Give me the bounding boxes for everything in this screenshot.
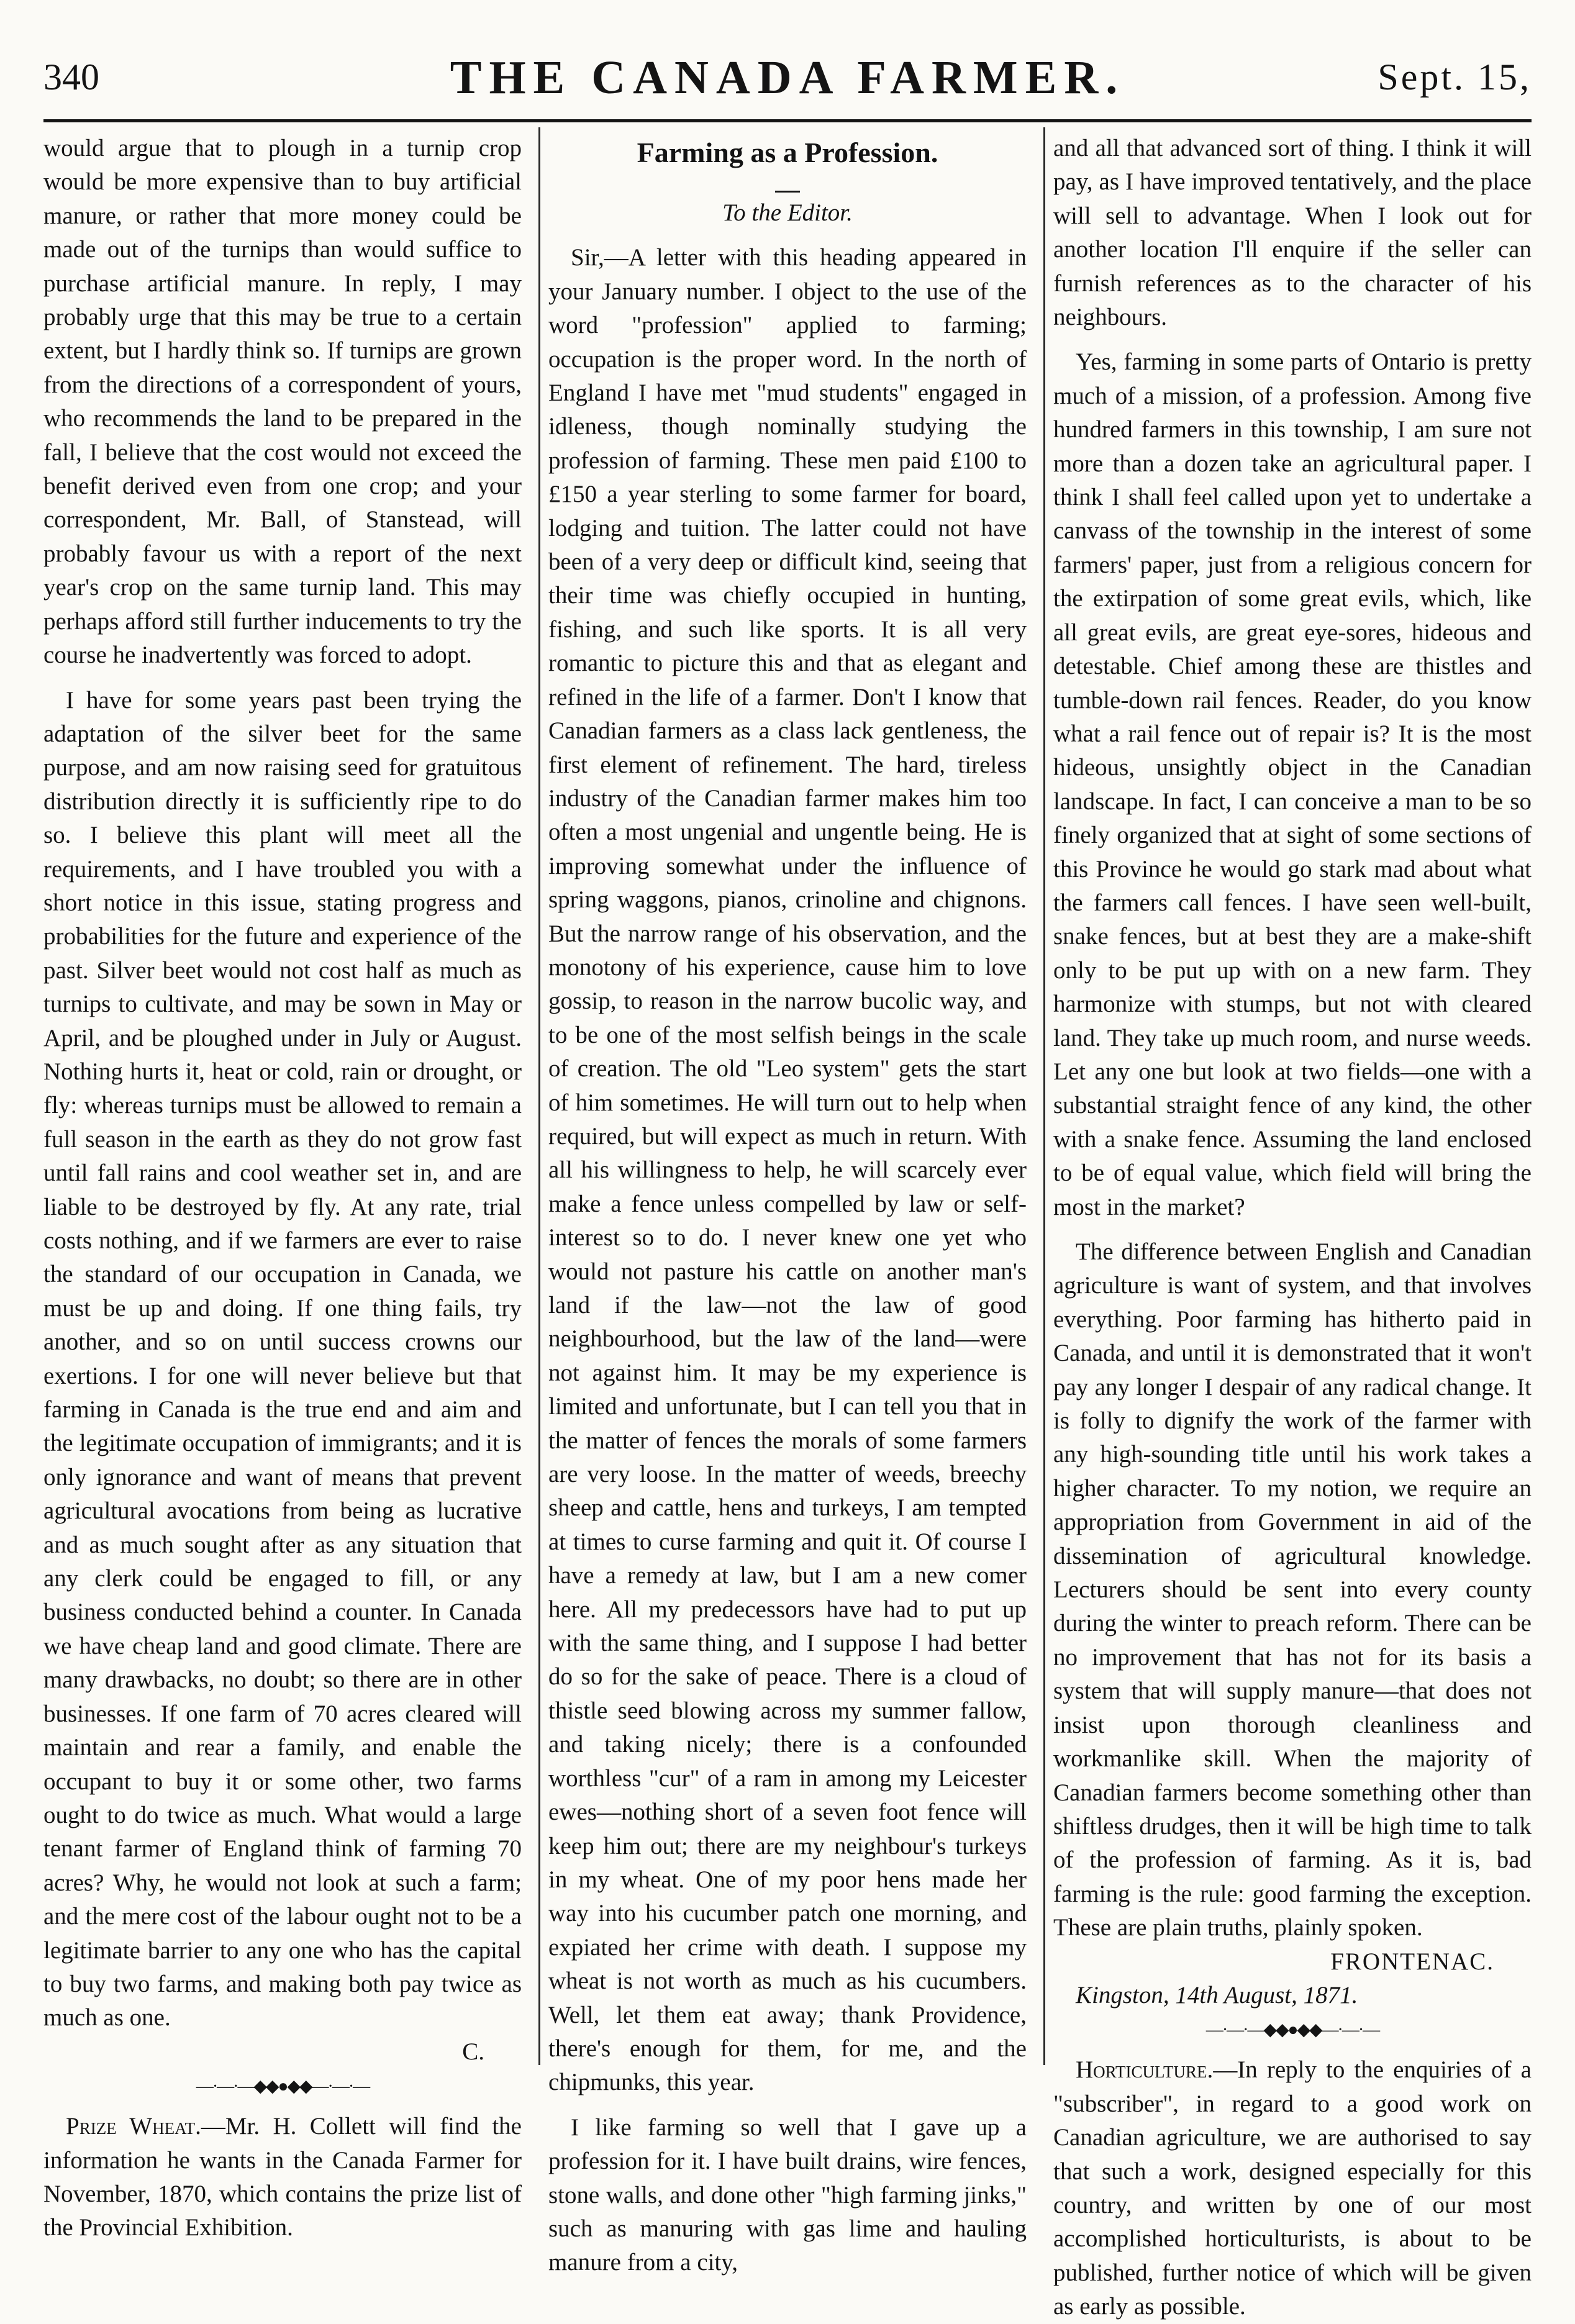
article-paragraph: I like farming so well that I gave up a profession for it. I have built drains, wire fences, stone walls, and done other "high farming jinks," such as manuring with gas lime and hauling manure from a city,: [548, 2113, 1027, 2276]
notice-prize-wheat: [43, 2110, 522, 2245]
column-2: [548, 132, 1027, 2276]
column-divider: [538, 127, 540, 2065]
column-3: [1053, 132, 1532, 2320]
author-signature: C.: [462, 2038, 484, 2065]
headline-dash: [548, 179, 1027, 193]
article-paragraph: and all that advanced sort of thing. I think it will pay, as I have improved tentatively, and the place will sell to advantage. When I look out for another location I'll enquire if the seller can furnish references as to the character of his neighbours.: [1053, 135, 1532, 331]
page-number: 340: [43, 57, 99, 98]
issue-date: Sept. 15,: [1378, 57, 1532, 98]
notice-lead: Horticulture.: [1076, 2056, 1214, 2084]
notice-text: —Mr. H. Collett will find the information he wants in the Canada Farmer for November, 1870, which contains the prize list of the Provincial Exhibition.: [43, 2113, 522, 2241]
section-ornament: —·—·—◆◆●◆◆—·—·—: [1205, 2020, 1379, 2040]
article-paragraph: would argue that to plough in a turnip crop would be more expensive than to buy artificial manure, or rather that more money could be made out of the turnips than would suffice to purchase artificial manure. In reply, I may probably urge that this may be true to a certain extent, but I hardly think so. If turnips are grown from the directions of a correspondent of yours, who recommends the land to be prepared in the fall, I believe that the cost would not exceed the benefit derived even from one crop; and your correspondent, Mr. Ball, of Stanstead, will probably favour us with a report of the next year's crop on the same turnip land. This may perhaps afford still further inducements to try the course he inadvertently was forced to adopt.: [43, 135, 522, 669]
page-header: [43, 52, 1532, 112]
column-1: [43, 132, 522, 2241]
dateline: Kingston, 14th August, 1871.: [1076, 1981, 1358, 2009]
header-rule: [43, 119, 1532, 122]
article-paragraph: Yes, farming in some parts of Ontario is pretty much of a mission, of a profession. Among five hundred farmers in this township, I am sure not more than a dozen take an agricultural paper. I think I shall feel called upon yet to undertake a canvass of the township in the interest of some farmers' paper, just from a religious concern for the extirpation of some great evils, which, like all great evils, are great eye-sores, hideous and detestable. Chief among these are thistles and tumble-down rail fences. Reader, do you know what a rail fence out of repair is? It is the most hideous, unsightly object in the Canadian landscape. In fact, I can conceive a man to be so finely organized that at sight of some sections of this Province he would go stark mad about what the farmers call fences. I have seen well-built, snake fences, but at best they are a make-shift only to be put up with on a new farm. They harmonize with stumps, but not with cleared land. They take up much room, and nurse weeds. Let any one but look at two fields—one with a substantial straight fence of any kind, the other with a snake fence. Assuming the land enclosed to be of equal value, which field will bring the most in the market?: [1053, 348, 1532, 1220]
section-ornament: —·—·—◆◆●◆◆—·—·—: [196, 2077, 370, 2097]
masthead-title: THE CANADA FARMER.: [450, 52, 1125, 104]
article-headline: Farming as a Profession.: [637, 137, 938, 168]
notice-lead: Prize Wheat.: [66, 2113, 201, 2140]
article-paragraph: I have for some years past been trying the adaptation of the silver beet for the same purpose, and am now raising seed for gratuitous distribution directly it is sufficiently ripe to do so. I believe this plant will meet all the requirements, and I have troubled you with a short notice in this issue, stating progress and probabilities for the future and experience of the past. Silver beet would not cost half as much as turnips to cultivate, and may be sown in May or April, and be ploughed under in July or August. Nothing hurts it, heat or cold, rain or drought, or fly: whereas turnips must be allowed to remain a full season in the earth as they do not grow fast until fall rains and cool weather set in, and are liable to be destroyed by fly. At any rate, trial costs nothing, and if we farmers are ever to raise the standard of our occupation in Canada, we must be up and doing. If one thing fails, try another, and so on until success crowns our exertions. I for one will never believe but that farming in Canada is the true end and aim and the legitimate occupation of immigrants; and it is only ignorance and want of means that prevent agricultural avocations from being as lucrative and as much sought after as any situation that any clerk could be engaged to fill, or any business conducted behind a counter. In Canada we have cheap land and good climate. There are many drawbacks, no doubt; so there are in other businesses. If one farm of 70 acres cleared will maintain and rear a family, and enable the occupant to buy it or some other, two farms ought to do twice as much. What would a large tenant farmer of England think of farming 70 acres? Why, he would not look at such a farm; and the mere cost of the labour ought not to be a legitimate barrier to any one who has the capital to buy two farms, and making both pay twice as much as one.: [43, 686, 522, 2031]
article-paragraph: The difference between English and Canadian agriculture is want of system, and that involves everything. Poor farming has hitherto paid in Canada, and until it is demonstrated that it won't pay any longer I despair of any radical change. It is folly to dignify the work of the farmer with any high-sounding title until his work takes a higher character. To my notion, we require an appropriation from Government in aid of the dissemination of agricultural knowledge. Lecturers should be sent into every county during the winter to preach reform. There can be no improvement that has not for its basis a system that will supply manure—that does not insist upon thorough cleanliness and workmanlike skill. When the majority of Canadian farmers become something other than shiftless drudges, then it will be high time to talk of the profession of farming. As it is, bad farming is the rule: good farming the exception. These are plain truths, plainly spoken.: [1053, 1238, 1532, 1941]
column-divider: [1043, 127, 1045, 2065]
author-signature: FRONTENAC.: [1330, 1948, 1494, 1975]
letter-address: To the Editor.: [722, 199, 853, 226]
article-paragraph: Sir,—A letter with this heading appeared in your January number. I object to the use of the word "profession" applied to farming; occupation is the proper word. In the north of England I have met "mud students" engaged in idleness, though nominally studying the profession of farming. These men paid £100 to £150 a year sterling to some farmer for board, lodging and tuition. The latter could not have been of a very deep or difficult kind, seeing that their time was chiefly occupied in hunting, fishing, and such like sports. It is all very romantic to picture this and that as elegant and refined in the life of a farmer. Don't I know that Canadian farmers as a class lack gentleness, the first element of refinement. The hard, tireless industry of the Canadian farmer makes him too often a most ungenial and ungentle being. He is improving somewhat under the influence of spring waggons, pianos, crinoline and chignons. But the narrow range of his observation, and the monotony of his experience, cause him to love gossip, to reason in the narrow bucolic way, and to be one of the most selfish beings in the scale of creation. The old "Leo system" gets the start of him sometimes. He will turn out to help when required, but will expect as much in return. With all his willingness to help, he will scarcely ever make a fence unless compelled by law or self-interest so to do. I never knew one yet who would not pasture his cattle on another man's land if the law—not the law of good neighbourhood, but the law of the land—were not against him. It may be my experience is limited and unfortunate, but I can tell you that in the matter of fences the morals of some farmers are very loose. In the matter of weeds, breechy sheep and cattle, hens and turkeys, I am tempted at times to curse farming and quit it. Of course I have a remedy at law, but I am a new comer here. All my predecessors have had to put up with the same thing, and I suppose I had better do so for the sake of peace. There is a cloud of thistle seed blowing across my summer fallow, and taking nicely; there is a confounded worthless "cur" of a ram in among my Leicester ewes—nothing short of a seven foot fence will keep him out; there are my neighbour's turkeys in my wheat. One of my poor hens made her way into his cucumber patch one morning, and expiated her crime with death. I suppose my wheat is not worth as much as his cucumbers. Well, let them eat away; thank Providence, there's enough for them, for me, and the chipmunks, this year.: [548, 244, 1027, 2096]
notice-horticulture: [1053, 2053, 1532, 2323]
notice-text: —In reply to the enquiries of a "subscriber", in regard to a good work on Canadian agriculture, we are authorised to say that such a work, designed especially for this country, and written by one of our most accomplished horticulturists, is about to be published, further notice of which will be given as early as possible.: [1053, 2056, 1532, 2320]
